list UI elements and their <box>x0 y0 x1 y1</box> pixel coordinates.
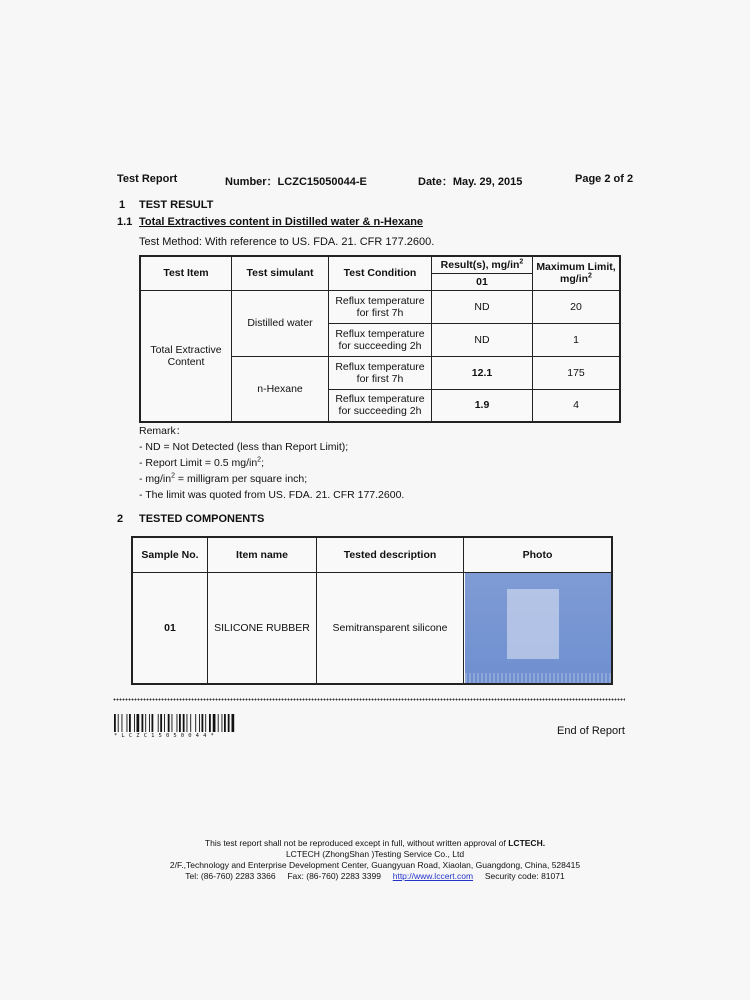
section-2-title: TESTED COMPONENTS <box>139 513 265 525</box>
col-sample-01: 01 <box>432 273 533 290</box>
col-test-item: Test Item <box>140 256 232 290</box>
sample-photo <box>465 573 611 683</box>
test-item-cell: Total Extractive Content <box>140 290 232 422</box>
footer-disclaimer: This test report shall not be reproduced except in full, without written approval of LCTECH. <box>204 838 546 848</box>
col-max-limit: Maximum Limit, $mg/in^2$ <box>533 256 621 290</box>
page-indicator: Page 2 of 2 <box>575 173 634 185</box>
section-1-number: 1 <box>119 199 126 211</box>
simulant-cell: n-Hexane <box>232 356 329 422</box>
col-test-condition: Test Condition <box>329 256 432 290</box>
table-row <box>140 290 620 323</box>
limit-cell: 20 <box>533 290 621 323</box>
subsection-number: 1.1 <box>117 216 133 228</box>
result-cell: 12.1 <box>432 356 533 389</box>
remark-line: - ND = Not Detected (less than Report Limit); <box>139 441 349 453</box>
condition-cell: Reflux temperature for first 7h <box>329 290 432 323</box>
condition-cell: Reflux temperature for succeeding 2h <box>329 389 432 422</box>
remark-block <box>139 423 404 503</box>
item-name-cell: SILICONE RUBBER <box>208 572 317 684</box>
limit-cell: 1 <box>533 323 621 356</box>
col-item-name: Item name <box>208 537 317 572</box>
result-cell: ND <box>432 323 533 356</box>
footer-company: LCTECH (ZhongShan )Testing Service Co., Ltd <box>285 849 465 859</box>
section-2-number: 2 <box>117 513 124 525</box>
condition-cell: Reflux temperature for succeeding 2h <box>329 323 432 356</box>
remark-title: Remark： <box>139 425 187 437</box>
col-tested-description: Tested description <box>317 537 464 572</box>
photo-cell <box>464 572 613 684</box>
limit-cell: 175 <box>533 356 621 389</box>
results-table <box>139 255 621 423</box>
sample-no-cell: 01 <box>132 572 208 684</box>
report-number: Number：LCZC15050044-E <box>225 176 367 188</box>
col-result: Result(s), $mg/in^2$ <box>432 256 533 273</box>
components-table <box>131 536 613 685</box>
footer-contact: Tel: (86-760) 2283 3366 Fax: (86-760) 2283 3399 http://www.lccert.com Security code: 81071 <box>185 871 565 881</box>
section-1-title: TEST RESULT <box>139 199 214 211</box>
dotted-separator <box>113 698 625 701</box>
simulant-cell: Distilled water <box>232 290 329 356</box>
silicone-sheet <box>507 589 559 659</box>
website-link[interactable]: http://www.lccert.com <box>392 871 474 881</box>
report-date: Date：May. 29, 2015 <box>418 176 523 188</box>
footer <box>80 838 670 882</box>
footer-address: 2/F.,Technology and Enterprise Development Center, Guangyuan Road, Xiaolan, Guangdong, China, 528415 <box>169 860 581 870</box>
result-cell: ND <box>432 290 533 323</box>
barcode-text: * L C Z C 1 5 0 5 0 0 4 4 * <box>114 733 215 739</box>
report-label: Test Report <box>117 173 178 185</box>
table-row <box>132 572 612 684</box>
description-cell: Semitransparent silicone <box>317 572 464 684</box>
end-of-report: End of Report <box>557 725 625 737</box>
remark-line: - The limit was quoted from US. FDA. 21. CFR 177.2600. <box>139 489 405 501</box>
subsection-title: Total Extractives content in Distilled water & n-Hexane <box>139 216 424 228</box>
remark-line: - $mg/in^2$ = milligram per square inch; <box>139 472 308 485</box>
col-test-simulant: Test simulant <box>232 256 329 290</box>
ruler <box>465 673 611 683</box>
condition-cell: Reflux temperature for first 7h <box>329 356 432 389</box>
col-photo: Photo <box>464 537 613 572</box>
limit-cell: 4 <box>533 389 621 422</box>
test-method: Test Method: With reference to US. FDA. 21. CFR 177.2600. <box>139 236 435 248</box>
col-sample-no: Sample No. <box>132 537 208 572</box>
result-cell: 1.9 <box>432 389 533 422</box>
remark-line: - Report Limit = 0.5 $mg/in^2$; <box>139 456 264 469</box>
